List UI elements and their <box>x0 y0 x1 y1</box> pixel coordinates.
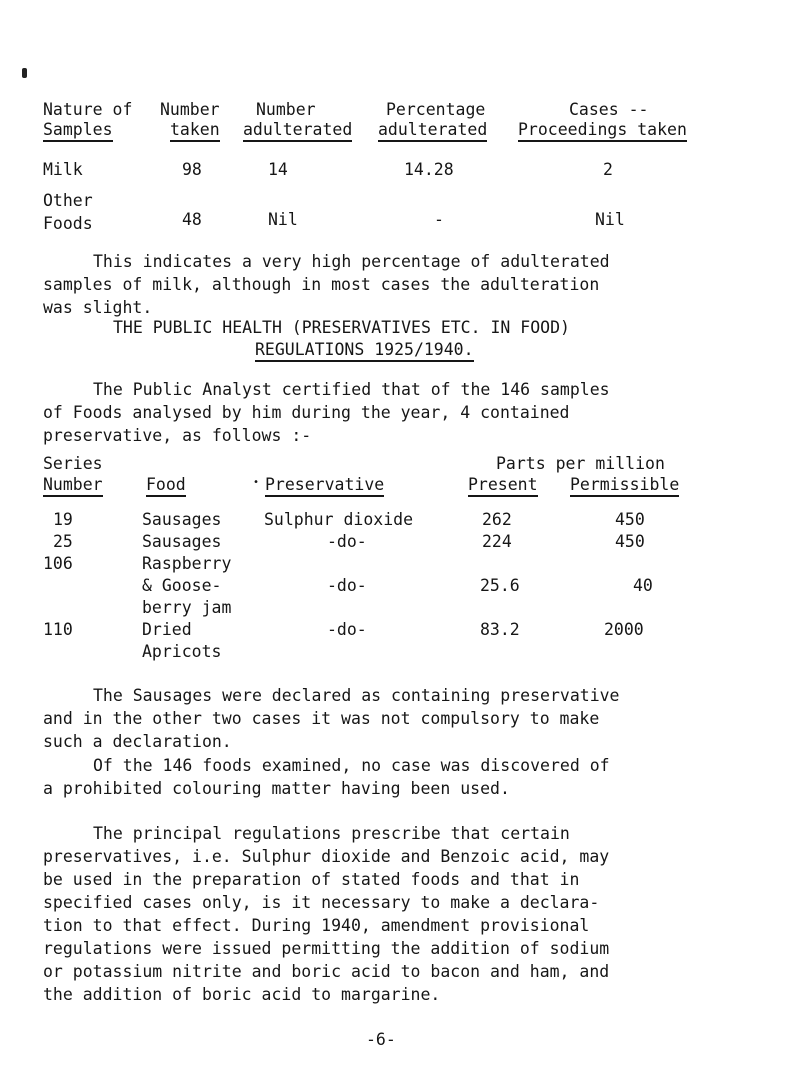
heading-line-1: THE PUBLIC HEALTH (PRESERVATIVES ETC. IN FOOD) <box>113 318 570 337</box>
t1-r2-adulterated: Nil <box>268 210 298 229</box>
t2-r1-food: Sausages <box>142 510 222 529</box>
t1-r2-sample: Other Foods <box>43 191 93 233</box>
t2-r3-permissible: 40 <box>633 576 653 595</box>
t2-r1-preservative: Sulphur dioxide <box>264 510 414 529</box>
t1-h-adult-2: adulterated <box>243 122 352 142</box>
t1-h-number-1: Number <box>160 100 220 119</box>
t1-r2-percentage: - <box>434 210 444 229</box>
heading-line-2: REGULATIONS 1925/1940. <box>255 342 474 362</box>
t1-h-pct-2: adulterated <box>378 122 487 142</box>
t2-r1-present: 262 <box>482 510 512 529</box>
t2-r3-food-1: Raspberry <box>142 554 232 573</box>
t2-r2-food: Sausages <box>142 532 222 551</box>
t1-h-number-2: taken <box>170 122 220 142</box>
t1-h-pct-1: Percentage <box>386 100 486 119</box>
t1-r1-taken: 98 <box>182 160 202 179</box>
t1-r1-sample: Milk <box>43 160 83 179</box>
t2-r4-present: 83.2 <box>480 620 520 639</box>
t2-r1-series: 19 <box>53 510 73 529</box>
t2-h-series-2: Number <box>43 477 103 497</box>
t2-r2-present: 224 <box>482 532 512 551</box>
t1-r1-cases: 2 <box>603 160 613 179</box>
t1-h-adult-1: Number <box>256 100 316 119</box>
t2-h-series-1: Series <box>43 454 103 473</box>
t2-r4-food-1: Dried <box>142 620 192 639</box>
t2-r3-preservative: -do- <box>327 576 367 595</box>
t1-h-nature-2: Samples <box>43 122 113 142</box>
t2-r4-food-2: Apricots <box>142 642 222 661</box>
t1-h-cases-1: Cases -- <box>569 100 649 119</box>
t2-r4-series: 110 <box>43 620 73 639</box>
paragraph-adulteration-summary: This indicates a very high percentage of adulterated samples of milk, although in most cases the adulteration was slight. <box>43 252 610 317</box>
paragraph-sausages-declared: The Sausages were declared as containing preservative and in the other two cases it was not compulsory to make such a declaration. <box>43 686 620 751</box>
t2-r2-series: 25 <box>53 532 73 551</box>
t2-r3-series: 106 <box>43 554 73 573</box>
t2-r2-permissible: 450 <box>615 532 645 551</box>
t2-h-present: Present <box>468 477 538 497</box>
t2-h-preservative: Preservative <box>265 477 384 497</box>
t2-r3-food-3: berry jam <box>142 598 232 617</box>
stray-dot: • <box>253 477 260 488</box>
t2-r1-permissible: 450 <box>615 510 645 529</box>
scan-mark <box>22 68 27 78</box>
t2-r4-permissible: 2000 <box>604 620 644 639</box>
t2-r4-preservative: -do- <box>327 620 367 639</box>
paragraph-analyst-certified: The Public Analyst certified that of the 146 samples of Foods analysed by him during the year, 4 contained preservative, as follows :- <box>43 380 610 445</box>
t1-h-cases-2: Proceedings taken <box>518 122 687 142</box>
t2-h-food: Food <box>146 477 186 497</box>
t1-r1-adulterated: 14 <box>268 160 288 179</box>
t1-h-nature-1: Nature of <box>43 100 133 119</box>
t2-h-permissible: Permissible <box>570 477 679 497</box>
t1-r2-taken: 48 <box>182 210 202 229</box>
t2-r2-preservative: -do- <box>327 532 367 551</box>
paragraph-colouring-matter: Of the 146 foods examined, no case was discovered of a prohibited colouring matter having been used. <box>43 756 610 798</box>
t1-r1-percentage: 14.28 <box>404 160 454 179</box>
t1-r2-cases: Nil <box>595 210 625 229</box>
t2-h-ppm: Parts per million <box>496 454 665 473</box>
paragraph-principal-regulations: The principal regulations prescribe that certain preservatives, i.e. Sulphur dioxide and Benzoic acid, may be used in the preparation of stated foods and that in specified cases only, is it necessary to make a declara- tion to that effect. During 1940, amendment provisional regulations were issued permitting the addition of sodium or potassium nitrite and boric acid to bacon and ham, and the addition of boric acid to margarine. <box>43 824 610 1004</box>
t2-r3-present: 25.6 <box>480 576 520 595</box>
page-number: -6- <box>366 1030 396 1049</box>
t2-r3-food-2: & Goose- <box>142 576 222 595</box>
